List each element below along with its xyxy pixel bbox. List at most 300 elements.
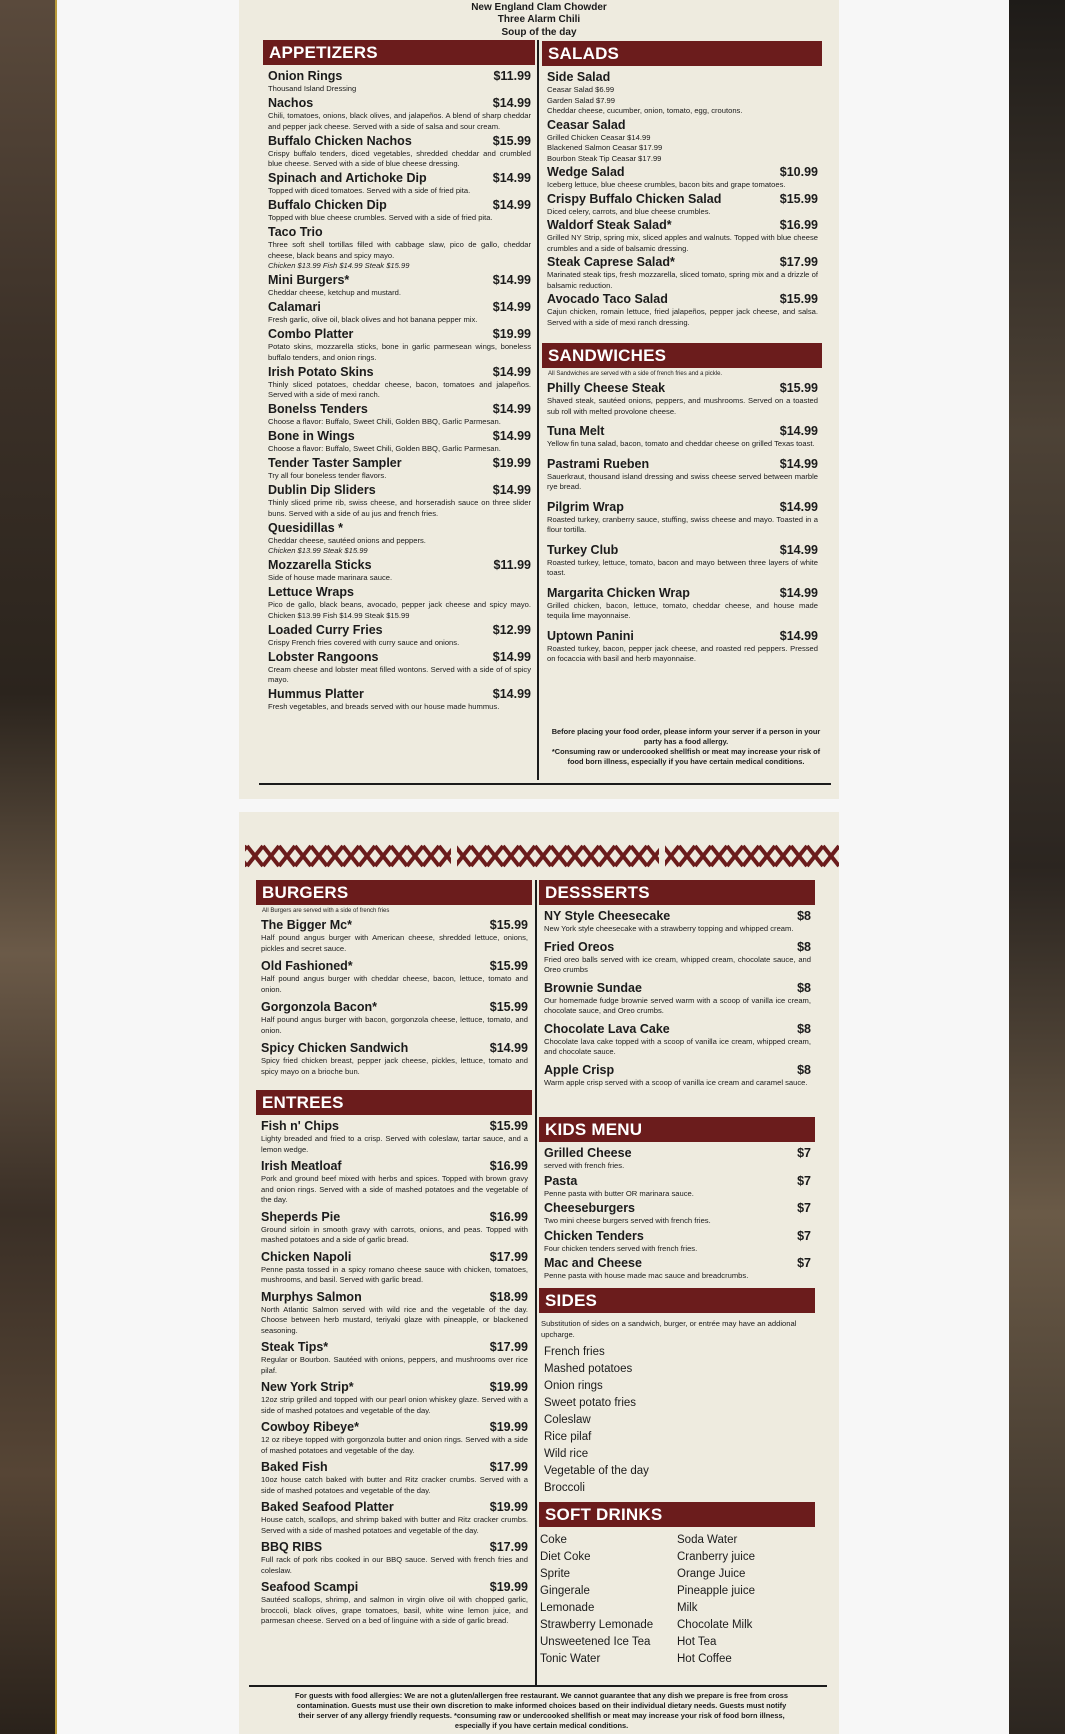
entrees-column [256,1090,532,1627]
menu-item [261,1290,528,1337]
menu-item-price: $14.99 [492,483,531,497]
menu-item [547,381,818,417]
menu-item [268,585,531,621]
menu-item-price: $15.99 [492,133,531,148]
menu-item-name: Buffalo Chicken Dip [268,198,387,212]
menu-item-name: Taco Trio [268,225,323,239]
menu-item-name: Old Fashioned* [261,959,353,973]
menu-item-price: $7 [797,1256,811,1270]
menu-item [547,586,818,622]
menu-item-price: $15.99 [489,918,528,932]
menu-item-name: Baked Fish [261,1460,328,1474]
menu-item-name: Mac and Cheese [544,1256,642,1270]
menu-item [268,327,531,363]
menu-item-price: $15.99 [489,1119,528,1133]
menu-item-name: Murphys Salmon [261,1289,362,1304]
side-item: Mashed potatoes [544,1363,633,1375]
sandwiches-heading: SANDWICHES [542,343,822,368]
menu-item-name: Buffalo Chicken Nachos [268,133,412,148]
salads-heading: SALADS [542,41,822,66]
allergy-disclaimer-2: For guests with food allergies: We are not a gluten/allergen free restaurant. We cannot guarantee that any dish we prepare is free from cross contamination. Guests must use their own discretion to make informed choices based on their individual dietary needs. Guests must notify their server of any allergy friendly requests. *consuming raw or undercooked shellfish or meat may increase your risk of food born illness, especially if you have certain medical conditions. [295,1691,788,1730]
menu-item [261,959,528,995]
menu-item-name: Tender Taster Sampler [268,456,402,470]
menu-item-name: Calamari [268,300,321,314]
menu-item-name: Philly Cheese Steak [547,381,666,395]
entrees-heading: ENTREES [256,1090,532,1115]
menu-item [547,70,818,117]
menu-item-price: $14.99 [779,499,818,514]
menu-item-description: Grilled NY Strip, spring mix, sliced apples and walnuts. Topped with blue cheese crumbles and a side of balsamic dressing. [547,233,818,253]
menu-item-name: Sheperds Pie [261,1209,341,1224]
menu-item [268,225,531,272]
menu-item [544,1174,811,1200]
menu-item-price: $14.99 [779,628,818,643]
menu-item-price: $19.99 [489,1380,528,1394]
menu-item [268,69,531,95]
menu-item-description: Warm apple crisp served with a scoop of vanilla ice cream and caramel sauce. [544,1077,808,1087]
menu-item [547,255,818,291]
menu-item [268,558,531,584]
menu-item-description: Penne pasta with butter OR marinara sauce. [544,1188,694,1198]
menu-item [544,981,811,1017]
menu-item [268,521,531,557]
kids-menu-heading: KIDS MENU [539,1117,815,1142]
menu-item-options: Chicken $13.99 Fish $14.99 Steak $15.99 [268,261,410,270]
menu-item-description: Topped with blue cheese crumbles. Served with a side of fried pita. [268,213,493,222]
drink-item: Unsweetened Ice Tea [540,1636,651,1648]
menu-item [261,1250,528,1286]
menu-item [261,918,528,954]
menu-item-price: $8 [797,1062,811,1077]
salads-column [542,41,822,328]
menu-item-description: Chocolate lava cake topped with a scoop of vanilla ice cream, whipped cream, and chocolate sauce. [544,1036,811,1056]
menu-item-name: Spicy Chicken Sandwich [261,1041,409,1055]
menu-item [261,1159,528,1206]
soft-drinks-column [539,1502,815,1668]
menu-item [544,1146,811,1172]
sides-heading: SIDES [539,1288,815,1313]
side-item: Wild rice [544,1448,589,1460]
menu-item-name: Cowboy Ribeye* [261,1420,359,1434]
burgers-column [256,880,532,1077]
menu-item-name: Lettuce Wraps [268,585,354,599]
menu-item [268,429,531,455]
menu-item [261,1210,528,1246]
menu-item [547,165,818,191]
menu-item-options: Chicken $13.99 Steak $15.99 [268,546,368,555]
column-divider [535,880,537,1686]
sandwiches-note: All Sandwiches are served with a side of french fries and a pickle. [548,371,723,377]
menu-item [268,171,531,197]
menu-item [547,218,818,254]
menu-item-price: $19.99 [489,1420,528,1434]
menu-item-price: $14.99 [492,300,531,314]
menu-item [261,1540,528,1576]
menu-item-name: Fried Oreos [544,939,615,954]
menu-item-name: Chocolate Lava Cake [544,1021,670,1036]
menu-item-description: Ground sirloin in smooth gravy with carrots, onions, and peas. Topped with mashed potatoes and a side of garlic bread. [261,1224,528,1244]
menu-item [547,118,818,165]
menu-item-name: Irish Potato Skins [268,364,374,379]
menu-item [268,483,531,519]
menu-item-description: Roasted turkey, lettuce, tomato, bacon and mayo between three layers of white toast. [547,557,818,577]
menu-item-description: 12 oz ribeye topped with gorgonzola butter and onion rings. Served with a side of mashed potatoes and vegetable of the day. [261,1435,528,1455]
menu-item [544,1229,811,1255]
soup-line: Three Alarm Chili [497,14,581,25]
side-item: Vegetable of the day [544,1465,649,1477]
menu-item-price: $11.99 [493,558,531,572]
menu-item-price: $8 [797,980,811,995]
drink-item: Hot Tea [677,1636,717,1648]
menu-item-price: $15.99 [489,1000,528,1014]
menu-item-name: Avocado Taco Salad [547,292,668,306]
menu-item-name: Margarita Chicken Wrap [547,585,690,600]
menu-item-description: Diced celery, carrots, and blue cheese crumbles. [547,206,711,216]
menu-item [547,629,818,665]
menu-item-name: Crispy Buffalo Chicken Salad [547,191,722,206]
menu-item-description: Sauerkraut, thousand island dressing and swiss cheese served between marble rye bread. [547,471,818,491]
menu-item-description: Choose a flavor: Buffalo, Sweet Chili, Golden BBQ, Garlic Parmesan. [268,444,501,453]
menu-item-price: $17.99 [489,1540,528,1554]
menu-item-description: Half pound angus burger with American cheese, shredded lettuce, onions, pickles and secret sauce. [261,933,528,953]
menu-item-name: The Bigger Mc* [261,918,352,932]
menu-item [261,1340,528,1376]
menu-item-name: Apple Crisp [544,1062,615,1077]
menu-item-name: Pilgrim Wrap [547,499,624,514]
menu-item [544,1022,811,1058]
menu-item-price: $17.99 [779,255,818,269]
drink-item: Chocolate Milk [677,1619,753,1631]
appetizers-heading: APPETIZERS [263,40,535,65]
side-item: Coleslaw [544,1414,591,1426]
menu-item [261,1380,528,1416]
menu-item-price: $10.99 [779,165,818,179]
menu-item-price: $14.99 [492,171,531,185]
menu-item-name: Cheeseburgers [544,1201,636,1215]
menu-item [547,192,818,218]
appetizers-column [263,40,535,713]
bottom-rule [249,1685,827,1687]
drink-item: Soda Water [677,1534,738,1546]
drinks-list-2 [677,1532,814,1668]
menu-item-description: Crispy French fries covered with curry sauce and onions. [268,637,460,647]
celtic-knot-border [239,842,839,870]
drink-item: Milk [677,1602,698,1614]
menu-item-description: Cheddar cheese, sautéed onions and peppers. [268,535,426,545]
menu-item-name: Baked Seafood Platter [261,1500,394,1514]
menu-item-price: $19.99 [489,1580,528,1594]
menu-item-description: Penne pasta tossed in a spicy romano cheese sauce with chicken, tomatoes, mushrooms, and basil. Served with garlic bread. [261,1264,528,1284]
menu-item-name: Nachos [268,96,314,110]
menu-item-price: $14.99 [492,198,531,212]
drink-item: Pineapple juice [677,1585,756,1597]
menu-item-price: $18.99 [489,1289,528,1304]
menu-item-description: Cream cheese and lobster meat filled wontons. Served with a side of of spicy mayo. [268,664,531,684]
menu-item-price: $14.99 [779,456,818,471]
bottom-rule [259,783,831,785]
menu-item [261,1580,528,1627]
menu-item-price: $7 [797,1146,811,1160]
menu-item-name: Combo Platter [268,327,354,341]
menu-item [547,500,818,536]
menu-item-name: Brownie Sundae [544,980,642,995]
background-photo-right [1009,0,1065,1734]
menu-item [268,456,531,482]
menu-item-price: $14.99 [779,542,818,557]
menu-item-description: Cheddar cheese, ketchup and mustard. [268,288,401,297]
burgers-heading: BURGERS [256,880,532,905]
menu-item [268,365,531,401]
drink-item: Coke [540,1534,567,1546]
menu-item-price: $7 [797,1201,811,1215]
menu-item-description: Try all four boneless tender flavors. [268,471,387,480]
background-photo-left [0,0,57,1734]
menu-item-name: Steak Tips* [261,1340,329,1354]
menu-item-name: Bone in Wings [268,429,355,443]
menu-item-price: $14.99 [489,1041,528,1055]
sides-list [544,1344,815,1497]
menu-item-name: Bonelss Tenders [268,402,368,416]
menu-item-price: $16.99 [489,1209,528,1224]
menu-item-description: Fried oreo balls served with ice cream, whipped cream, chocolate sauce, and Oreo crumbs [544,954,811,974]
menu-item-name: Hummus Platter [268,687,364,701]
menu-item-name: Ceasar Salad [547,117,626,132]
menu-item [261,1119,528,1155]
drink-item: Sprite [540,1568,571,1580]
menu-item-price: $8 [797,1021,811,1036]
menu-item-name: NY Style Cheesecake [544,909,671,923]
menu-item [261,1041,528,1077]
menu-item [544,1256,811,1282]
menu-item-name: Seafood Scampi [261,1580,359,1594]
menu-item-price: $17.99 [489,1460,528,1474]
menu-item-price: $17.99 [489,1249,528,1264]
side-item: Onion rings [544,1380,603,1392]
menu-item-description: Marinated steak tips, fresh mozzarella, sliced tomato, spring mix and a drizzle of balsamic reduction. [547,270,818,290]
menu-item-name: Side Salad [547,70,611,84]
menu-item-price: $7 [797,1173,811,1188]
burgers-note: All Burgers are served with a side of french fries [262,908,390,914]
menu-item-name: Grilled Cheese [544,1146,632,1160]
menu-item-price: $8 [797,939,811,954]
menu-item-price: $14.99 [492,273,531,287]
menu-item-description: Grilled Chicken Ceasar $14.99 Blackened Salmon Ceasar $17.99 Bourbon Steak Tip Ceasar $17.99 [547,132,663,163]
menu-item-price: $7 [797,1228,811,1243]
menu-item [547,292,818,328]
menu-item [544,1201,811,1227]
menu-item-description: Roasted turkey, cranberry sauce, stuffing, swiss cheese and mayo. Toasted in a flour tortilla. [547,514,818,534]
drink-item: Hot Coffee [677,1653,732,1665]
menu-item-description: Ceasar Salad $6.99 Garden Salad $7.99 Cheddar cheese, cucumber, onion, tomato, egg, croutons. [547,85,743,115]
menu-item-description: Thinly sliced potatoes, cheddar cheese, bacon, tomatoes and jalapeños. Served with a side of mexi ranch. [268,379,531,399]
menu-item-description: Half pound angus burger with bacon, gorgonzola cheese, lettuce, tomato, and onion. [261,1015,528,1035]
menu-item-description: Half pound angus burger with cheddar cheese, bacon, lettuce, tomato and onion. [261,974,528,994]
menu-item-name: Steak Caprese Salad* [547,255,675,269]
menu-item-description: Pico de gallo, black beans, avocado, pepper jack cheese and spicy mayo. Chicken $13.99 Fish $14.99 Steak $15.99 [268,600,531,620]
menu-item [268,273,531,299]
drink-item: Orange Juice [677,1568,746,1580]
menu-item [547,543,818,579]
kids-menu-column [539,1117,815,1282]
menu-item [268,687,531,713]
menu-item-name: Dublin Dip Sliders [268,483,376,497]
menu-item-description: Regular or Bourbon. Sautéed with onions, peppers, and mushrooms over rice pilaf. [261,1355,528,1375]
menu-item-name: Wedge Salad [547,165,625,179]
menu-item-description: 12oz strip grilled and topped with our pearl onion whiskey glaze. Served with a side of mashed potatoes and vegetable of the day. [261,1395,528,1415]
allergy-disclaimer: Before placing your food order, please inform your server if a person in your party has a food allergy. *Consuming raw or undercooked shellfish or meat may increase your risk of food born illness, especially if you have certain medical conditions. [551,727,821,766]
menu-item-description: New York style cheesecake with a strawberry topping and whipped cream. [544,924,794,933]
sides-note: Substitution of sides on a sandwich, burger, or entrée may have an addional upcharge. [541,1319,797,1339]
menu-item-description: Cajun chicken, romain lettuce, fried jalapeños, pepper jack cheese, and salsa. Served with a side of mexi ranch dressing. [547,307,818,327]
menu-item-description: Yellow fin tuna salad, bacon, tomato and cheddar cheese on grilled Texas toast. [547,439,815,448]
menu-item-name: Fish n' Chips [261,1119,339,1133]
menu-item-description: Sautéed scallops, shrimp, and salmon in virgin olive oil with chopped garlic, broccoli, black olives, grape tomatoes, basil, white wine lemon juice, and parmesan cheese. Served on a bed of linguine with a side of garlic bread. [261,1595,528,1625]
menu-item-description: Three soft shell tortillas filled with cabbage slaw, pico de gallo, cheddar cheese, black beans and spicy mayo. [268,240,531,260]
menu-item [547,457,818,493]
menu-item-name: Gorgonzola Bacon* [261,1000,377,1014]
menu-item [544,940,811,976]
menu-item-price: $19.99 [492,456,531,470]
menu-item-description: Iceberg lettuce, blue cheese crumbles, bacon bits and grape tomatoes. [547,180,786,189]
menu-item-price: $8 [797,909,811,923]
menu-item-name: Loaded Curry Fries [268,622,383,637]
menu-item [261,1420,528,1456]
menu-item [268,650,531,686]
menu-item-name: Tuna Melt [547,424,605,438]
side-item: Broccoli [544,1482,585,1494]
sides-column [539,1288,815,1497]
menu-item-price: $14.99 [492,649,531,664]
side-item: Rice pilaf [544,1431,592,1443]
menu-item-price: $16.99 [779,218,818,232]
menu-item-name: Pasta [544,1173,578,1188]
menu-item [544,1063,811,1089]
menu-item-name: Pastrami Rueben [547,456,650,471]
menu-page-1 [239,0,839,799]
menu-item-description: served with french fries. [544,1161,625,1170]
side-item: French fries [544,1346,605,1358]
menu-item-price: $15.99 [779,191,818,206]
menu-item-name: Irish Meatloaf [261,1159,342,1173]
drink-item: Gingerale [540,1585,590,1597]
menu-item [268,300,531,326]
menu-item-description: Shaved steak, sautéed onions, peppers, and mushrooms. Served on a toasted sub roll with melted provolone cheese. [547,396,818,416]
menu-item-description: Crispy buffalo tenders, diced vegetables, shredded cheddar and crumbled blue cheese. Served with a side of blue cheese dressing. [268,148,531,168]
menu-item [261,1460,528,1496]
menu-item-description: House catch, scallops, and shrimp baked with butter and Ritz cracker crumbs. Served with a side of mashed potatoes and vegetable of the day. [261,1515,528,1535]
menu-item-name: Onion Rings [268,69,343,83]
menu-item-name: Chicken Napoli [261,1249,352,1264]
menu-item-description: Topped with diced tomatoes. Served with a side of fried pita. [268,186,471,195]
menu-item-description: Grilled chicken, bacon, lettuce, tomato, cheddar cheese, and house made tequila lime mayonnaise. [547,600,818,620]
menu-item-price: $19.99 [489,1500,528,1514]
column-divider [537,40,539,780]
menu-item-description: Fresh garlic, olive oil, black olives and hot banana pepper mix. [268,315,478,324]
desserts-column [539,880,815,1088]
menu-item-description: Full rack of pork ribs cooked in our BBQ sauce. Served with french fries and coleslaw. [261,1555,528,1575]
menu-item-description: Potato skins, mozzarella sticks, bone in garlic parmesean wings, boneless buffalo tenders, and onion rings. [268,342,531,362]
menu-item-description: Side of house made marinara sauce. [268,573,393,582]
soft-drinks-heading: SOFT DRINKS [539,1502,815,1527]
menu-item [268,198,531,224]
soup-line: New England Clam Chowder [471,2,607,13]
desserts-heading: DESSSERTS [539,880,815,905]
menu-item [268,96,531,132]
menu-item [544,909,811,935]
menu-item [547,424,818,450]
menu-item-description: North Atlantic Salmon served with wild rice and the vegetable of the day. Choose between herb mustard, teriyaki glaze with pineapple, or blackened seasoning. [261,1304,528,1335]
menu-item-name: BBQ RIBS [261,1540,323,1554]
menu-item-price: $14.99 [492,364,531,379]
menu-item-price: $14.99 [779,424,818,438]
menu-item-price: $19.99 [492,327,531,341]
menu-item-name: Mini Burgers* [268,273,350,287]
menu-item-description: Fresh vegetables, and breads served with our house made hummus. [268,702,500,711]
menu-item-description: Two mini cheese burgers served with french fries. [544,1216,711,1225]
menu-item-price: $11.99 [493,69,531,83]
drink-item: Diet Coke [540,1551,591,1563]
menu-item-description: Our homemade fudge brownie served warm with a scoop of vanilla ice cream, chocolate sauce, and Oreo crumbs. [544,995,811,1015]
menu-item-description: Choose a flavor: Buffalo, Sweet Chili, Golden BBQ, Garlic Parmesan. [268,417,501,426]
menu-page-2 [239,812,839,1734]
menu-item [268,623,531,649]
side-item: Sweet potato fries [544,1397,637,1409]
menu-item-description: Roasted turkey, bacon, pepper jack cheese, and roasted red peppers. Pressed on focaccia with basil and herb mayonnaise. [547,643,818,663]
menu-item [261,1000,528,1036]
menu-item-description: Pork and ground beef mixed with herbs and spices. Topped with brown gravy and onion rings. Served with a side of mashed potatoes and the vegetable of the day. [261,1174,528,1204]
menu-item-name: Lobster Rangoons [268,649,379,664]
menu-item-price: $14.99 [492,402,531,416]
menu-item-description: Chili, tomatoes, onions, black olives, and jalapeños. A blend of sharp cheddar and pepper jack cheese. Served with a side of salsa and sour cream. [268,111,531,131]
menu-item-price: $16.99 [489,1159,528,1173]
menu-item-description: Spicy fried chicken breast, pepper jack cheese, pickles, lettuce, tomato and spicy mayo on a brioche bun. [261,1056,528,1076]
menu-item-name: Uptown Panini [547,628,634,643]
drink-item: Lemonade [540,1602,595,1614]
drink-item: Tonic Water [540,1653,601,1665]
menu-item-price: $14.99 [492,96,531,110]
menu-item-price: $15.99 [779,292,818,306]
menu-item-price: $15.99 [779,381,818,395]
menu-item-description: Thousand Island Dressing [268,84,357,93]
sandwiches-column [542,343,822,665]
menu-item-name: Mozzarella Sticks [268,558,372,572]
menu-item-price: $17.99 [489,1340,528,1354]
menu-item [268,402,531,428]
drinks-list-1 [540,1532,677,1668]
drink-item: Cranberry juice [677,1551,755,1563]
menu-item-price: $14.99 [492,429,531,443]
menu-item-name: Waldorf Steak Salad* [547,218,672,232]
menu-item-price: $15.99 [489,959,528,973]
menu-item-price: $14.99 [779,585,818,600]
menu-item-name: Chicken Tenders [544,1228,644,1243]
menu-item-description: Four chicken tenders served with french fries. [544,1243,698,1253]
menu-item-description: 10oz house catch baked with butter and Ritz cracker crumbs. Served with a side of mashed potatoes and vegetable of the day. [261,1475,528,1495]
menu-item [261,1500,528,1536]
menu-item-description: Thinly sliced prime rib, swiss cheese, and horseradish sauce on three slider buns. Served with a side of au jus and french fries. [268,498,531,518]
menu-item [268,134,531,170]
menu-item-description: Lighty breaded and fried to a crisp. Served with coleslaw, tartar sauce, and a lemon wedge. [261,1134,528,1154]
soup-line: Soup of the day [501,27,577,38]
menu-item-name: Spinach and Artichoke Dip [268,171,427,185]
menu-item-description: Penne pasta with house made mac sauce and breadcrumbs. [544,1271,749,1280]
drink-item: Strawberry Lemonade [540,1619,654,1631]
menu-item-price: $12.99 [492,622,531,637]
menu-item-price: $14.99 [492,687,531,701]
menu-item-name: Quesidillas * [268,520,344,535]
menu-item-name: New York Strip* [261,1380,354,1394]
menu-item-name: Turkey Club [547,542,619,557]
